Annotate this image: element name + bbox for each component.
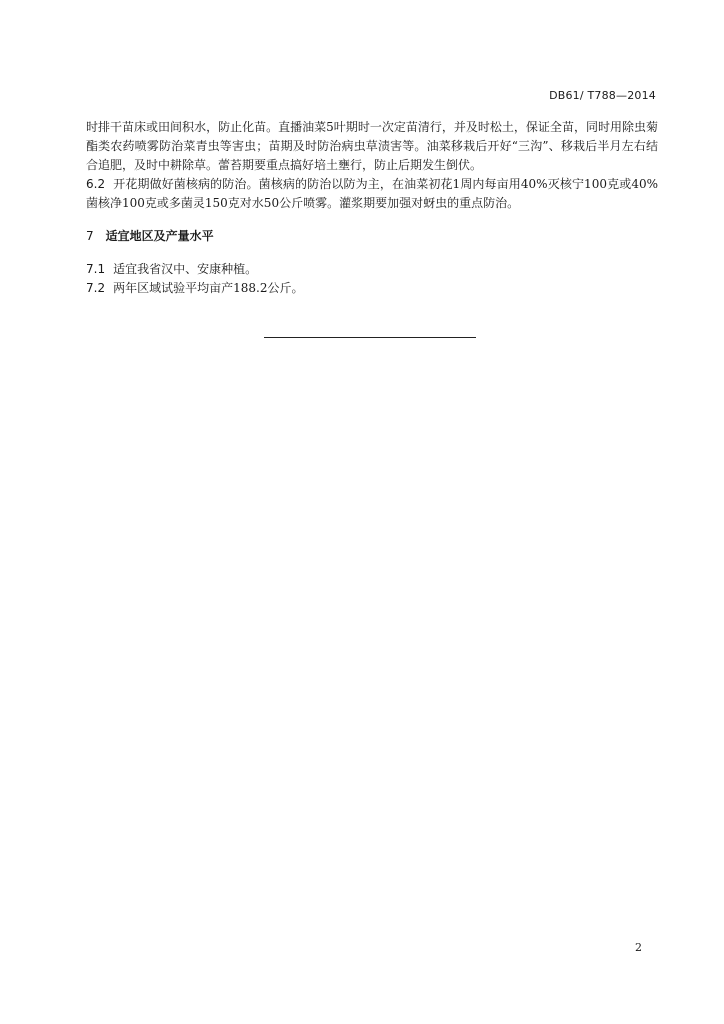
- clause-7-1: [86, 260, 658, 279]
- end-of-document-rule: [264, 337, 476, 338]
- clause-number: 7.2: [86, 281, 106, 295]
- clause-text: 开花期做好菌核病的防治。菌核病的防治以防为主，在油菜初花1周内每亩用40%灭核宁100克或40%菌核净100克或多菌灵150克对水50公斤喷雾。灌浆期要加强对蚜虫的重点防治。: [86, 177, 658, 210]
- clause-6-2: [86, 175, 658, 213]
- document-code: DB61/ T788—2014: [549, 89, 656, 102]
- continuation-paragraph: 时排干苗床或田间积水，防止化苗。直播油菜5叶期时一次定苗清行，并及时松土，保证全苗，同时用除虫菊酯类农药喷雾防治菜青虫等害虫；苗期及时防治病虫草渍害等。油菜移栽后开好“三沟”、移栽后半月左右结合追肥，及时中耕除草。蕾苔期要重点搞好培土壅行，防止后期发生倒伏。: [86, 120, 658, 172]
- section-7-heading: [86, 227, 658, 246]
- clause-7-2: [86, 279, 658, 298]
- section-number: 7: [86, 229, 94, 243]
- clause-number: 6.2: [86, 177, 106, 191]
- section-title: 适宜地区及产量水平: [105, 229, 214, 243]
- clause-text: 两年区域试验平均亩产188.2公斤。: [113, 281, 304, 295]
- page-number: 2: [635, 941, 642, 954]
- clause-text: 适宜我省汉中、安康种植。: [113, 262, 258, 276]
- clause-number: 7.1: [86, 262, 106, 276]
- document-body: [86, 118, 658, 298]
